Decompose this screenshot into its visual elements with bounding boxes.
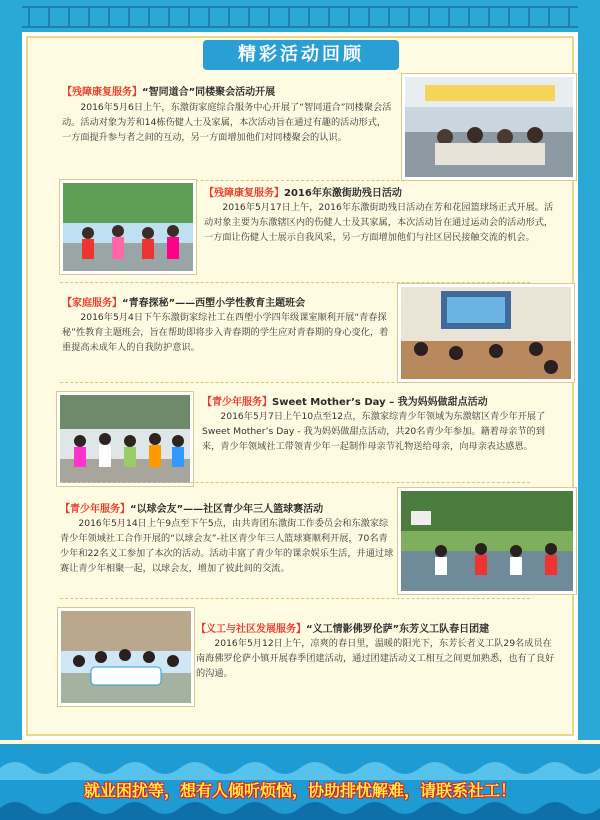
- item-1-title: [62, 83, 275, 98]
- item-5-photo: [398, 488, 576, 594]
- divider: [60, 482, 530, 483]
- item-3-body: 2016年5月4日下午东激街家综社工在西塱小学四年级课室顺利开展“青春探秘”性教育主题班会，旨在帮助即将步入青春期的学生应对青春期的身心变化，着重提高未成年人的自我防护意识。: [62, 312, 389, 353]
- section-banner: 精彩活动回顾: [203, 40, 399, 70]
- item-2-title: [204, 184, 402, 199]
- greek-key-pattern: [0, 6, 600, 28]
- item-2-body: 2016年5月17日上午，2016年东激街助残日活动在芳和花园篮球场正式开展。活动对象主要为东激辖区内的伤健人士及其家属，本次活动旨在通过运动会的活动形式，一方面让伤健人士展示自我风采，另一方面增加他们与社区居民接触交流的机会。: [204, 202, 554, 243]
- item-6-body: 2016年5月12日上午，凉爽的春日里，温暖的阳光下，东芳长者义工队29名成员在南海佛罗伦萨小镇开展春季团建活动，通过团建活动义工相互之间更加熟悉，也有了良好的沟通。: [196, 638, 555, 679]
- item-3-heading: “青春探秘”——西塱小学性教育主题班会: [122, 298, 306, 309]
- item-1-body: 2016年5月6日上午，东激街家庭综合服务中心开展了“智同道合”同楼聚会活动。活动对象为芳和14栋伤健人士及家属，本次活动旨在通过有趣的活动形式，一方面提升参与者之间的互动，另一方面增加他们对同楼聚会的认识。: [62, 102, 392, 143]
- divider: [60, 598, 530, 599]
- item-6-title: [196, 620, 489, 635]
- item-2-photo: [60, 180, 196, 274]
- item-5-tag: 【青少年服务】: [60, 504, 130, 515]
- wave-decoration: [0, 756, 600, 780]
- item-4-tag: 【青少年服务】: [202, 397, 272, 408]
- item-4-body: 2016年5月7日上午10点至12点，东激家综青少年领域为东激辖区青少年开展了Sweet Mother’s Day - 我为妈妈做甜点活动，共20名青少年参加。籍着母亲节的到来，青少年领域社工带领青少年一起制作母亲节礼物送给母亲，向母亲表达感恩。: [202, 411, 546, 452]
- item-6-heading: “义工情影佛罗伦萨”东芳义工队春日团建: [306, 624, 490, 635]
- item-5-body: 2016年5月14日上午9点至下午5点，由共青团东激街工作委员会和东激家综青少年领域社工合作开展的“以球会友”-社区青少年三人篮球赛顺利开展，70名青少年和22名义工参加了本次的活动。活动丰富了青少年的课余娱乐生活，并通过球赛让青少年相聚一起，以球会友，增加了彼此间的交流。: [60, 518, 394, 574]
- item-4-heading: Sweet Mother’s Day – 我为妈妈做甜点活动: [272, 397, 488, 408]
- item-1-photo: [402, 74, 576, 180]
- item-1-tag: 【残障康复服务】: [62, 87, 142, 98]
- right-border: [578, 0, 600, 740]
- item-1-heading: “智同道合”同楼聚会活动开展: [142, 87, 276, 98]
- item-4-title: [202, 393, 488, 408]
- item-5-title: [60, 500, 323, 515]
- item-3-title: [62, 294, 305, 309]
- top-border: [0, 0, 600, 34]
- footer-slogan: 就业困扰等，想有人倾听烦恼，协助排忧解难，请联系社工！: [83, 781, 516, 800]
- item-3-photo: [398, 284, 574, 382]
- item-2-heading: 2016年东激街助残日活动: [284, 188, 402, 199]
- item-6-photo: [58, 608, 194, 706]
- divider: [60, 382, 530, 383]
- divider: [60, 282, 530, 283]
- item-6-tag: 【义工与社区发展服务】: [196, 624, 306, 635]
- item-4-photo: [57, 392, 193, 486]
- item-3-tag: 【家庭服务】: [62, 298, 122, 309]
- item-2-tag: 【残障康复服务】: [204, 188, 284, 199]
- item-5-heading: “以球会友”——社区青少年三人篮球赛活动: [130, 504, 324, 515]
- left-border: [0, 0, 22, 740]
